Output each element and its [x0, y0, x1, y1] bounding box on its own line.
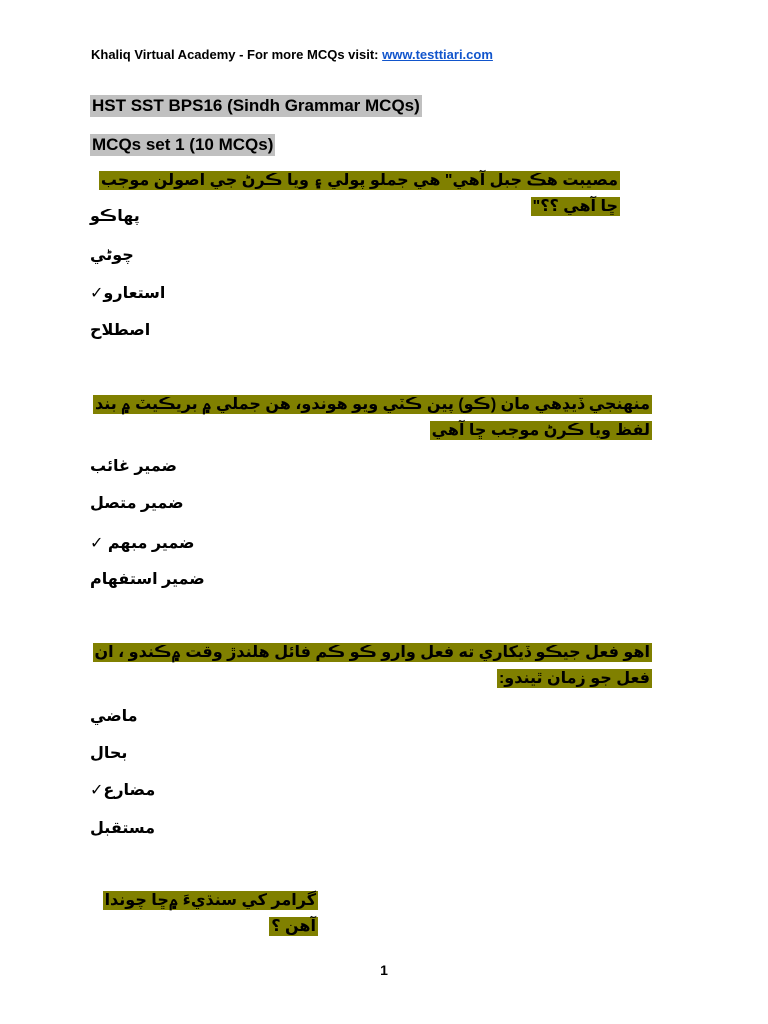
option-correct: ضمير مبهم ✓: [90, 535, 195, 552]
question-3: [90, 640, 652, 692]
document-title: HST SST BPS16 (Sindh Grammar MCQs): [92, 96, 420, 115]
header-text: Khaliq Virtual Academy - For more MCQs visit:: [91, 47, 383, 62]
question-text: گرامر کي سنڌيءَ ۾ڇا چوندا آهن ؟: [104, 892, 316, 935]
question-text: منهنجي ڏيڍهي مان (ڪو) پين ڪٽي ويو هوندو، هن جملي ۾ بريڪيٽ ۾ بند لفظ ويا ڪرڻ موجب ڇا آهي: [95, 396, 650, 439]
option: بحال: [90, 745, 128, 762]
set-title: MCQs set 1 (10 MCQs): [92, 135, 274, 154]
question-4: [90, 888, 318, 940]
question-1: [90, 168, 620, 220]
option: ضمير غائب: [90, 458, 177, 475]
question-text: اهو فعل جيڪو ڏيکاري ته فعل وارو ڪو ڪم فائل هلندڙ وقت ۾ڪندو ، ان فعل جو زمان ٿيندو:: [94, 644, 650, 687]
option-correct: مضارع✓: [90, 782, 156, 799]
page-number: 1: [380, 962, 388, 978]
option: اصطلاح: [90, 322, 151, 339]
option: ماضي: [90, 708, 138, 725]
website-link[interactable]: www.testtiari.com: [382, 47, 493, 62]
option: مستقبل: [90, 820, 156, 837]
option: ضمير استفهام: [90, 571, 205, 588]
question-2: [90, 392, 652, 444]
option-correct: استعارو✓: [90, 285, 166, 302]
question-text: مصيبت هڪ جبل آهي" هي جملو پولي ۽ ويا ڪرڻ جي اصولن موجب ڇا آهي ؟؟": [100, 172, 618, 215]
option: ضمير متصل: [90, 495, 184, 512]
option: چوڻي: [90, 247, 134, 264]
option: پهاڪو: [90, 208, 140, 225]
header-line: [91, 47, 493, 62]
